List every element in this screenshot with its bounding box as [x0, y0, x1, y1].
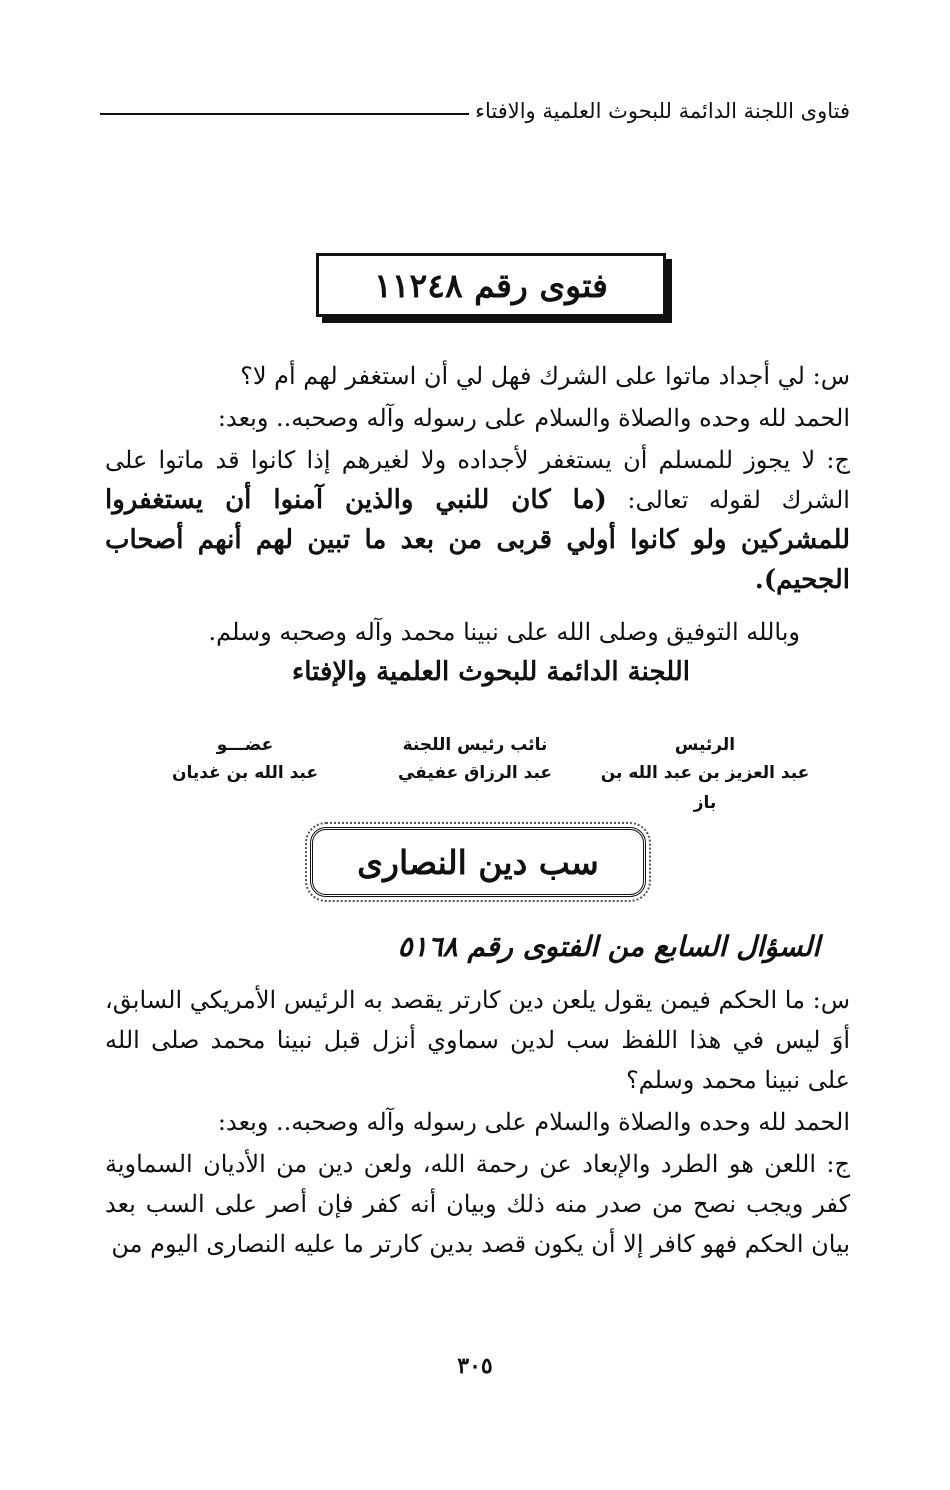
- signature-name: عبد الله بن غديان: [172, 763, 318, 783]
- section2-question: س: ما الحكم فيمن يقول يلعن دين كارتر يقصد به الرئيس الأمريكي السابق، أوَ ليس في هذا اللفظ سب لدين سماوي أنزل قبل نبينا محمد صلى الله على نبينا محمد وسلم؟: [105, 986, 850, 1094]
- signature-deputy: [360, 732, 590, 792]
- fatwa1-answer-intro: ج: لا يجوز للمسلم أن يستغفر لأجداده ولا لغيرهم إذا كانوا قد ماتوا على الشرك لقوله تعالى:: [105, 446, 850, 514]
- header-rule: [100, 113, 469, 115]
- fatwa1-answer: [105, 440, 850, 600]
- signature-name: عبد العزيز بن عبد الله بن باز: [600, 763, 810, 813]
- section2-answer: ج: اللعن هو الطرد والإبعاد عن رحمة الله، ولعن دين من الأديان السماوية كفر ويجب نصح من صدر منه ذلك وبيان أنه كفر فإن أصر على السب بعد بيان الحكم فهو كافر إلا أن يكون قصد بدين كارتر ما عليه النصارى اليوم من: [105, 1150, 850, 1258]
- running-header: [100, 96, 850, 126]
- page-number: ٣٠٥: [457, 1353, 493, 1379]
- fatwa-title-box: [316, 253, 666, 317]
- signature-chairman: [590, 732, 820, 813]
- section-title: سب دين النصارى: [357, 842, 599, 882]
- section-title-box: [310, 827, 646, 897]
- fatwa-title: فتوى رقم ١١٢٤٨: [374, 265, 608, 305]
- fatwa1-verse: (ما كان للنبي والذين آمنوا أن يستغفروا للمشركين ولو كانوا أولي قربى من بعد ما تبين لهم أنهم أصحاب الجحيم).: [105, 485, 850, 595]
- signature-role: الرئيس: [674, 735, 736, 755]
- fatwa1-closing: وبالله التوفيق وصلى الله على نبينا محمد وآله وصحبه وسلم.: [208, 618, 800, 646]
- fatwa1-question: س: لي أجداد ماتوا على الشرك فهل لي أن استغفر لهم أم لا؟: [240, 362, 850, 390]
- signature-member: [130, 732, 360, 792]
- section2-praise: الحمد لله وحده والصلاة والسلام على رسوله وآله وصحبه.. وبعد:: [217, 1108, 850, 1136]
- committee-name: اللجنة الدائمة للبحوث العلمية والإفتاء: [292, 657, 690, 687]
- signature-role: عضـــو: [216, 735, 274, 755]
- fatwa1-praise: الحمد لله وحده والصلاة والسلام على رسوله وآله وصحبه.. وبعد:: [217, 404, 850, 432]
- signature-name: عبد الرزاق عفيفي: [397, 763, 553, 783]
- question-subheading: السؤال السابع من الفتوى رقم ٥١٦٨: [397, 930, 820, 963]
- signatures-row: [130, 732, 820, 813]
- running-title: فتاوى اللجنة الدائمة للبحوث العلمية والافتاء: [475, 99, 850, 123]
- signature-role: نائب رئيس اللجنة: [402, 735, 548, 755]
